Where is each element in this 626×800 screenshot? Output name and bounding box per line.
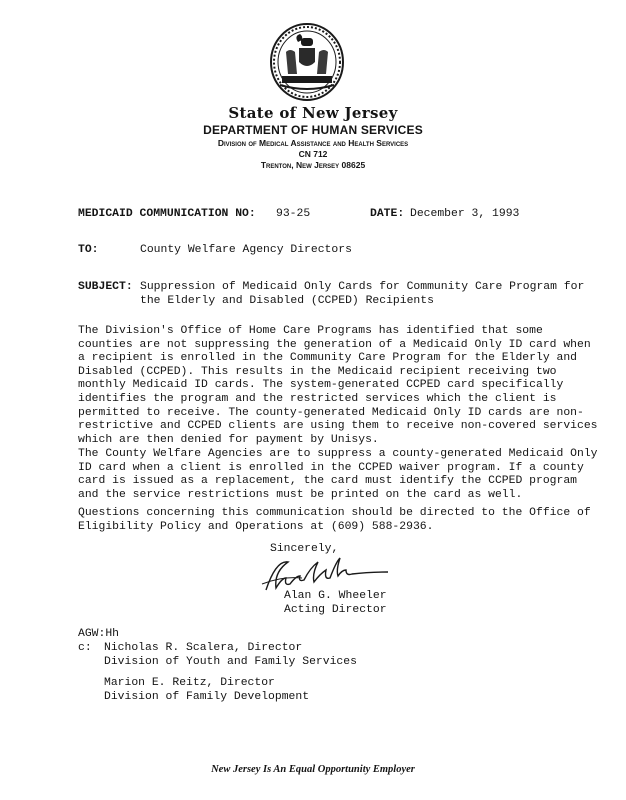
state-name: State of New Jersey	[228, 104, 398, 122]
subject-label: SUBJECT:	[78, 281, 133, 293]
salutation: Sincerely,	[270, 543, 339, 555]
comm-label: MEDICAID COMMUNICATION NO:	[78, 208, 256, 220]
comm-number: 93-25	[276, 208, 311, 220]
state-seal	[268, 22, 346, 102]
department-name: DEPARTMENT OF HUMAN SERVICES	[203, 123, 423, 137]
to-value: County Welfare Agency Directors	[140, 244, 352, 256]
typist-initials: AGW:Hh	[78, 628, 120, 640]
city-address: Trenton, New Jersey 08625	[260, 160, 366, 170]
body-paragraph-1: The Division's Office of Home Care Programs has identified that some counties are not suppressing the generation of a Medicaid Only ID card when a recipient is enrolled in the Community Care Program for the Elderly and Disabled (CCPED). This results in the Medicaid recipient receiving two monthly Medicaid ID cards. The system-generated CCPED card specifically identifies the program and the restricted services which the client is permitted to receive. The county-generated Medicaid Only ID cards are non- restrictive and CCPED clients are using them to receive non-covered services which are then denied for payment by Unisys.	[78, 325, 598, 446]
cn-number: CN 712	[298, 149, 328, 159]
signer-name: Alan G. Wheeler	[284, 590, 387, 602]
date-label: DATE:	[370, 208, 405, 220]
to-label: TO:	[78, 244, 99, 256]
signer-title: Acting Director	[284, 604, 387, 616]
subject-value: Suppression of Medicaid Only Cards for Community Care Program for the Elderly and Disabled (CCPED) Recipients	[140, 281, 585, 307]
cc2-org: Division of Family Development	[104, 691, 310, 703]
cc1-name: Nicholas R. Scalera, Director	[104, 642, 303, 654]
division-name: Division of Medical Assistance and Health Services	[217, 138, 409, 148]
body-paragraph-2: The County Welfare Agencies are to suppress a county-generated Medicaid Only ID card when a client is enrolled in the CCPED waiver program. If a county card is issued as a replacement, the card must identify the CCPED program and the service restrictions must be printed on the card as well.	[78, 448, 598, 501]
cc2-name: Marion E. Reitz, Director	[104, 677, 275, 689]
cc-label: c:	[78, 642, 92, 654]
equal-opportunity-tagline: New Jersey Is An Equal Opportunity Employer	[211, 764, 415, 775]
date-value: December 3, 1993	[410, 208, 520, 220]
state-seal-graphic	[268, 22, 346, 102]
cc1-org: Division of Youth and Family Services	[104, 656, 357, 668]
body-paragraph-3: Questions concerning this communication should be directed to the Office of Eligibility Policy and Operations at (609) 588-2936.	[78, 507, 591, 533]
